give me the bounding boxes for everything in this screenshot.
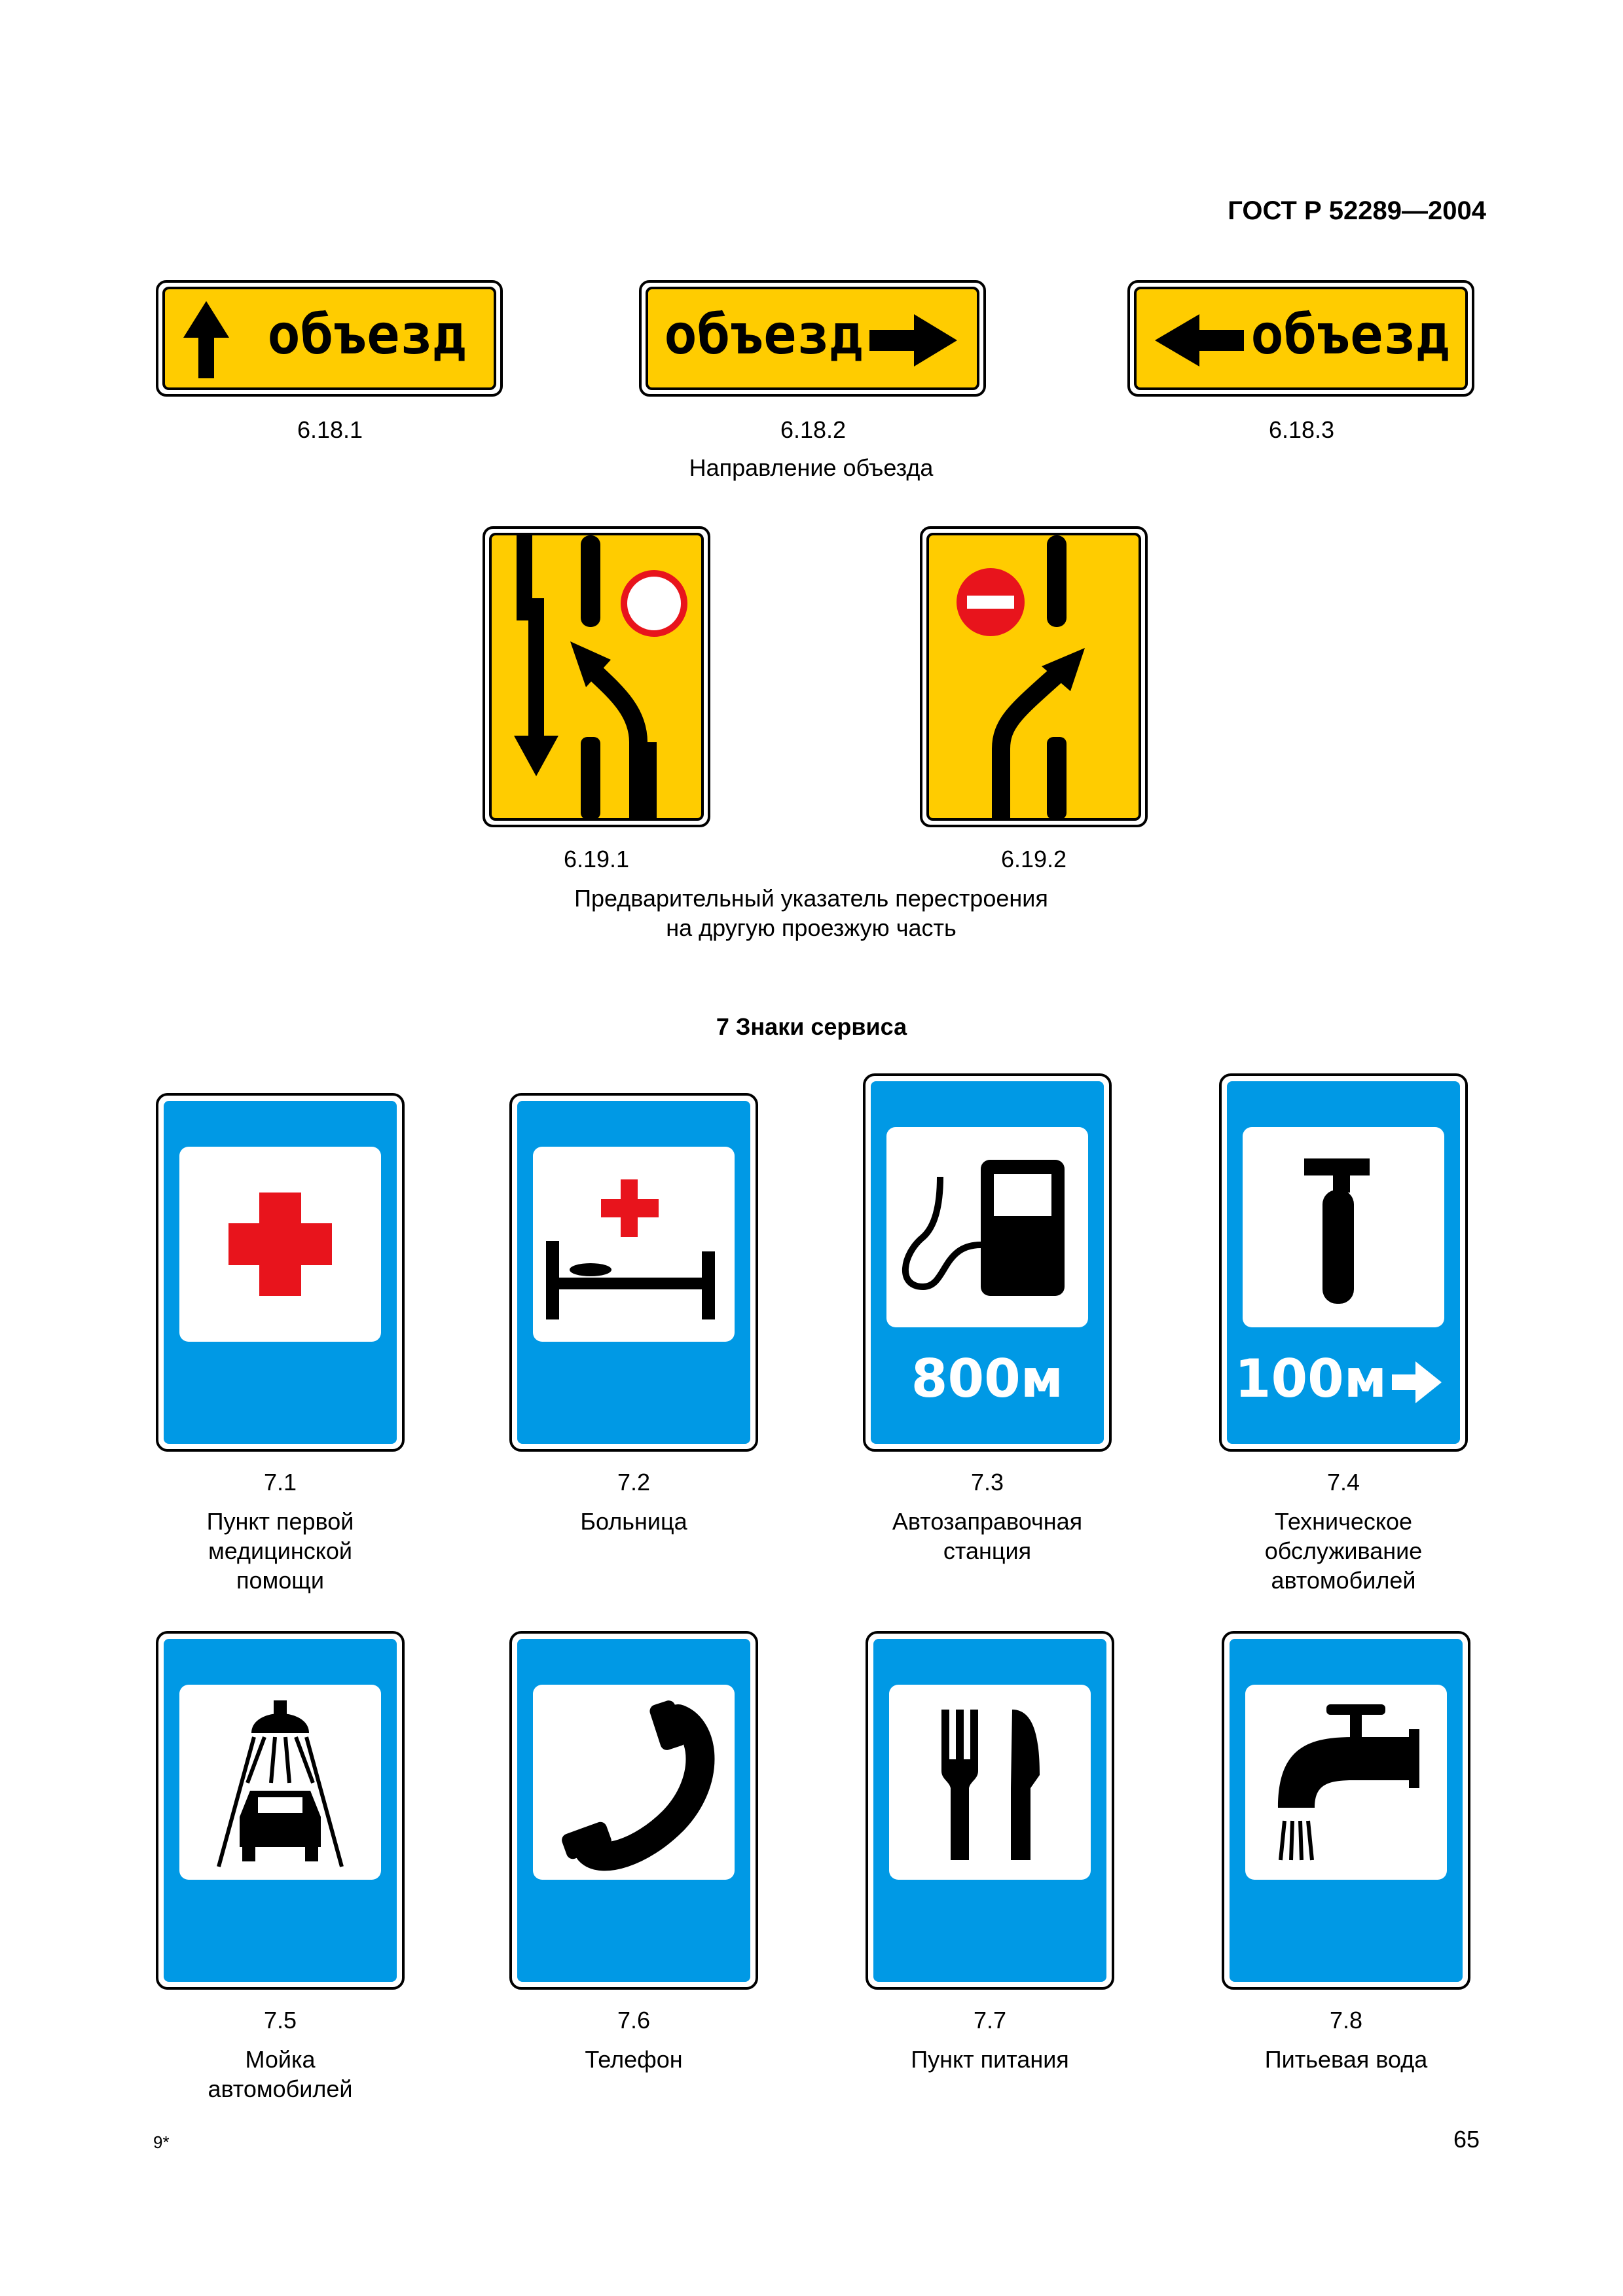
- detour-caption: Направление объезда: [689, 454, 934, 481]
- sign-caption: Питьевая вода: [1264, 2046, 1428, 2073]
- sign-number: 6.18.3: [1268, 416, 1335, 443]
- sign-number: 7.7: [973, 2007, 1007, 2034]
- sign-caption: Пункт питания: [911, 2046, 1069, 2073]
- sign-number: 7.1: [263, 1469, 297, 1496]
- footer-left-mark: 9*: [153, 2132, 170, 2152]
- lane-caption: Предварительный указатель перестроения на другую проезжую часть: [574, 885, 1048, 941]
- sign-caption: Автозаправочная станция: [892, 1508, 1083, 1564]
- sign-number: 7.5: [263, 2007, 297, 2034]
- detour-sign-left: [1127, 280, 1474, 397]
- sign-caption: Больница: [580, 1508, 687, 1535]
- distance-label: 800м: [911, 1348, 1064, 1409]
- sign-caption: Мойка автомобилей: [208, 2046, 353, 2102]
- sign-number: 7.3: [970, 1469, 1004, 1496]
- lane-change-sign-right: [920, 526, 1148, 827]
- sign-number: 6.18.1: [297, 416, 363, 443]
- no-vehicles-icon: [624, 573, 684, 634]
- sign-number: 7.4: [1326, 1469, 1360, 1496]
- lane-change-sign-left: [483, 526, 710, 827]
- sign-caption: Пункт первой медицинской помощи: [206, 1508, 354, 1594]
- sign-telephone: [509, 1631, 758, 1990]
- sign-drinking-water: [1222, 1631, 1470, 1990]
- document-header: ГОСТ Р 52289—2004: [1228, 196, 1486, 225]
- detour-text: объезд: [1250, 302, 1450, 367]
- sign-number: 7.6: [617, 2007, 651, 2034]
- detour-sign-straight: [156, 280, 503, 397]
- distance-label: 100м: [1234, 1348, 1387, 1409]
- sign-fuel-station: [863, 1073, 1112, 1452]
- sign-number: 6.19.2: [1000, 846, 1067, 872]
- sign-number: 7.8: [1329, 2007, 1363, 2034]
- sign-hospital: [509, 1093, 758, 1452]
- sign-car-service: [1219, 1073, 1468, 1452]
- detour-text: объезд: [267, 302, 466, 367]
- detour-sign-right: [639, 280, 986, 397]
- sign-car-wash: [156, 1631, 405, 1990]
- sign-number: 7.2: [617, 1469, 651, 1496]
- sign-caption: Телефон: [585, 2046, 683, 2073]
- sign-caption: Техническое обслуживание автомобилей: [1264, 1508, 1423, 1594]
- sign-first-aid: [156, 1093, 405, 1452]
- sign-food: [866, 1631, 1114, 1990]
- section-title: 7 Знаки сервиса: [716, 1013, 907, 1040]
- detour-text: объезд: [664, 302, 863, 367]
- page-number: 65: [1453, 2126, 1480, 2153]
- sign-number: 6.18.2: [780, 416, 847, 443]
- sign-number: 6.19.1: [563, 846, 630, 872]
